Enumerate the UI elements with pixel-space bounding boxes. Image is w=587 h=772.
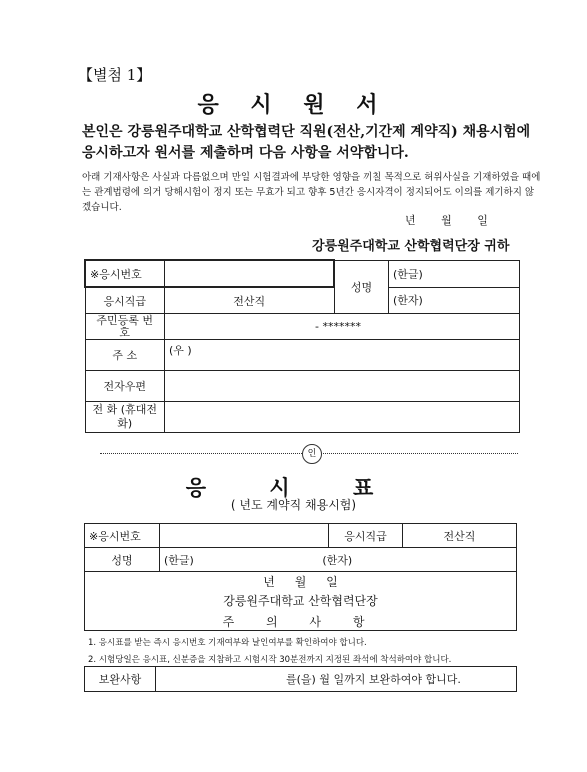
form-title: 응 시 원 서 [197, 92, 390, 118]
name-hanja-field[interactable]: (한자) [389, 287, 520, 314]
resident-number-field[interactable]: - ******* [165, 314, 520, 340]
pledge-notice: 아래 기재사항은 사실과 다름없으며 만일 시험결과에 부당한 영향을 끼칠 목적으로 허위사실을 기재하였을 때에는 관계법령에 의거 당해시험이 정지 또는 무효가 되고 향후 5년간 응시자격이 정지되어도 이의를 제기하지 않겠습니다. [82, 172, 541, 213]
note-item: 1. 응시표를 받는 즉시 응시번호 기재여부와 날인여부를 확인하여야 합니다. [88, 638, 367, 648]
ticket-table [84, 523, 517, 631]
ticket-subtitle: ( 년도 계약직 채용시험) [230, 498, 357, 512]
supplement-label: 보완사항 [85, 667, 156, 692]
application-form-table [84, 259, 520, 433]
email-label: 전자우편 [85, 371, 165, 402]
email-field[interactable] [165, 371, 520, 402]
position-value: 전산직 [165, 287, 335, 314]
resident-number-label: 주민등록 번 호 [85, 314, 165, 340]
seal-stamp-icon: 인 [302, 444, 322, 464]
ticket-name-label: 성명 [85, 548, 160, 572]
exam-number-field[interactable] [165, 260, 335, 287]
attachment-label: 【별첨 1】 [78, 66, 152, 84]
ticket-exam-number-field[interactable] [160, 524, 329, 548]
ticket-exam-number-label: ※응시번호 [85, 524, 160, 548]
phone-label: 전 화 (휴대전화) [85, 402, 165, 433]
application-date: 년 월 일 [405, 214, 488, 227]
addressee: 강릉원주대학교 산학협력단장 귀하 [312, 239, 510, 254]
phone-field[interactable] [165, 402, 520, 433]
ticket-name-hanja: (한자) [322, 553, 353, 567]
address-field[interactable]: (우 ) [165, 340, 520, 371]
notes-title: 주 의 사 항 [85, 612, 517, 631]
ticket-name-korean: (한글) [164, 553, 194, 567]
notes-list [88, 635, 528, 669]
name-korean-field[interactable]: (한글) [389, 260, 520, 287]
ticket-date: 년 월 일 [263, 575, 338, 589]
note-item: 2. 시험당일은 응시표, 신분증을 지참하고 시험시작 30분전까지 지정된 좌석에 착석하여야 합니다. [88, 655, 452, 665]
name-label: 성명 [334, 260, 389, 314]
position-label: 응시직급 [85, 287, 165, 314]
ticket-issue-block [85, 572, 517, 613]
ticket-title: 응 시 표 [185, 475, 402, 500]
ticket-issuer: 강릉원주대학교 산학협력단장 [223, 594, 378, 608]
address-label: 주 소 [85, 340, 165, 371]
ticket-position-label: 응시직급 [329, 524, 403, 548]
exam-number-label: ※응시번호 [85, 260, 165, 287]
intro-statement: 본인은 강릉원주대학교 산학협력단 직원(전산,기간제 계약직) 채용시험에 응시하고자 원서를 제출하며 다음 사항을 서약합니다. [82, 124, 531, 161]
ticket-position-value: 전산직 [403, 524, 517, 548]
supplement-field[interactable]: 를(을) 월 일까지 보완하여야 합니다. [156, 667, 517, 692]
ticket-name-field[interactable] [160, 548, 517, 572]
supplement-table [84, 666, 517, 692]
